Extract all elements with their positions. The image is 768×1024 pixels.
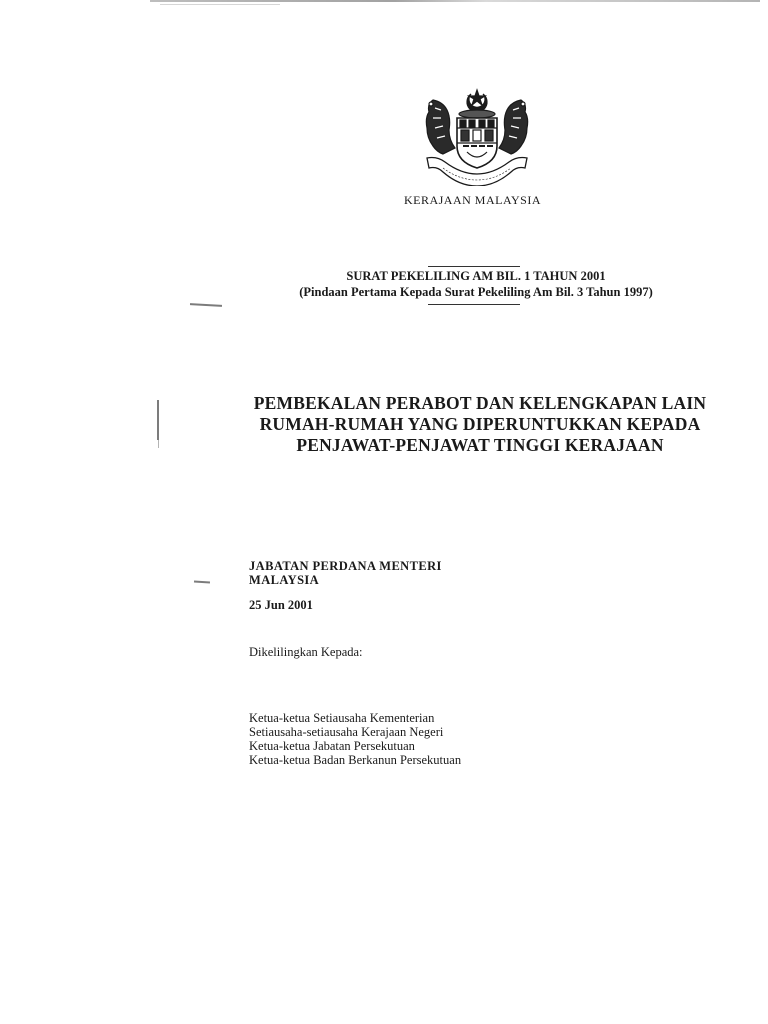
circular-amendment: (Pindaan Pertama Kepada Surat Pekeliling Am Bil. 3 Tahun 1997) bbox=[299, 285, 653, 299]
rule-below-circular bbox=[428, 304, 520, 305]
title-line: PEMBEKALAN PERABOT DAN KELENGKAPAN LAIN bbox=[253, 393, 707, 413]
list-item: Ketua-ketua Jabatan Persekutuan bbox=[249, 739, 415, 753]
document-title bbox=[210, 393, 750, 456]
scan-artifact-mark bbox=[158, 440, 159, 448]
scan-artifact-mark bbox=[190, 303, 222, 306]
agency-name: KERAJAAN MALAYSIA bbox=[403, 193, 542, 207]
distribution-heading: Dikelilingkan Kepada: bbox=[249, 645, 363, 659]
recipient-list bbox=[249, 711, 461, 767]
title-line: PENJAWAT-PENJAWAT TINGGI KERAJAAN bbox=[296, 435, 664, 455]
rule-above-circular bbox=[428, 266, 520, 267]
scan-edge-line bbox=[150, 0, 760, 2]
scan-edge-line-secondary bbox=[160, 4, 280, 5]
scan-artifact-mark bbox=[194, 580, 210, 583]
list-item: Setiausaha-setiausaha Kerajaan Negeri bbox=[249, 725, 444, 739]
circular-number: SURAT PEKELILING AM BIL. 1 TAHUN 2001 bbox=[346, 269, 606, 283]
malaysia-coat-of-arms-icon bbox=[413, 88, 541, 186]
scan-artifact-mark bbox=[157, 400, 159, 440]
list-item: Ketua-ketua Badan Berkanun Persekutuan bbox=[249, 753, 462, 767]
issuer-block bbox=[249, 559, 442, 587]
list-item: Ketua-ketua Setiausaha Kementerian bbox=[249, 711, 435, 725]
issue-date: 25 Jun 2001 bbox=[249, 598, 313, 612]
title-line: RUMAH-RUMAH YANG DIPERUNTUKKAN KEPADA bbox=[259, 414, 701, 434]
issuer-department: JABATAN PERDANA MENTERI bbox=[249, 559, 442, 573]
issuer-country: MALAYSIA bbox=[249, 573, 320, 587]
